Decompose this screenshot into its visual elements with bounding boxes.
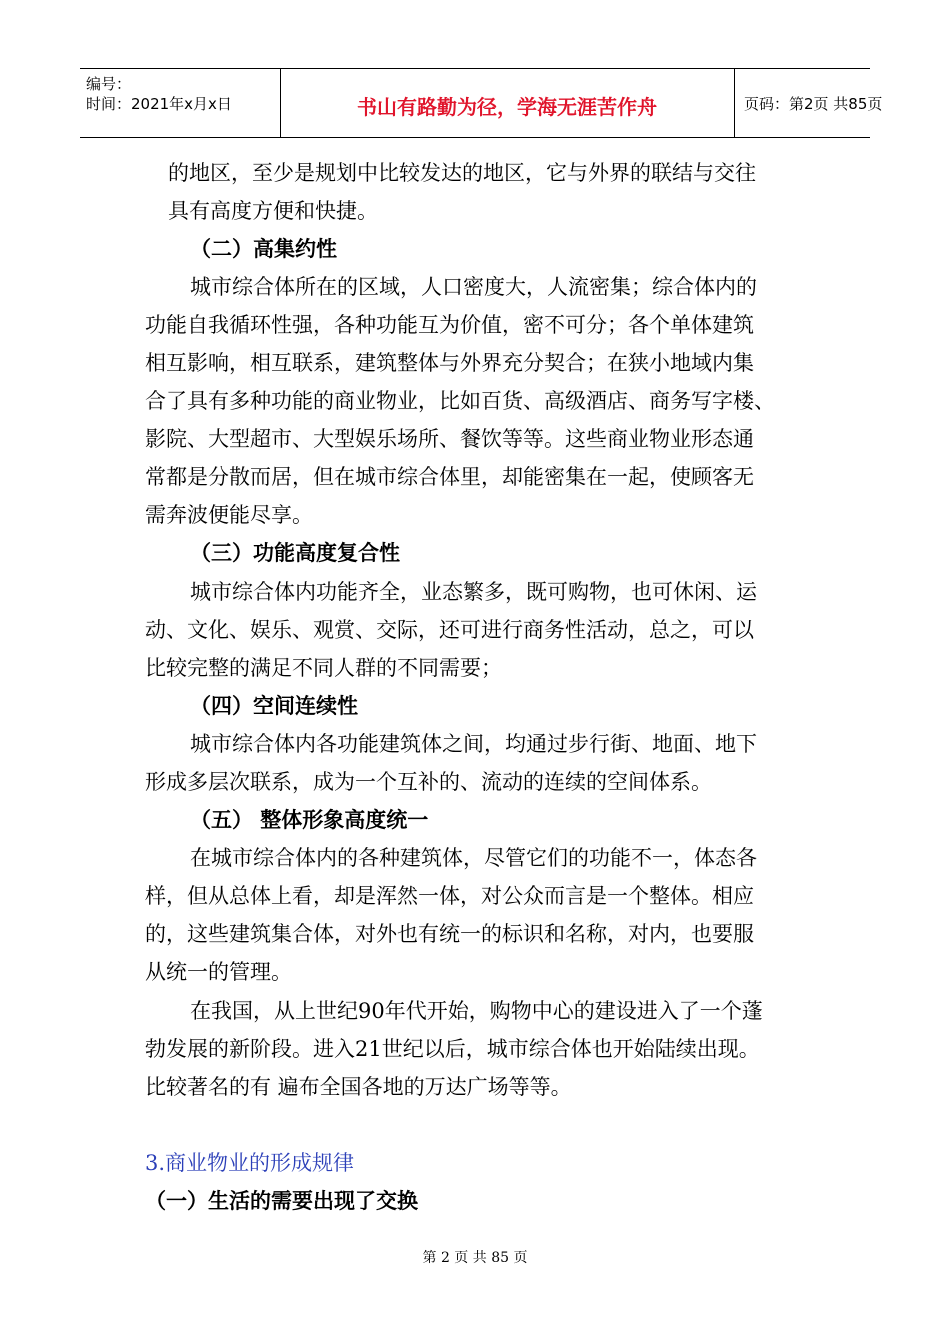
paragraph-line: 勃发展的新阶段。进入21世纪以后，城市综合体也开始陆续出现。 [145,1037,760,1061]
header-motto-cell [280,69,735,137]
section-heading: （四）空间连续性 [190,694,358,718]
section-heading: （三）功能高度复合性 [190,541,400,565]
paragraph-line: 城市综合体所在的区域，人口密度大，人流密集；综合体内的 [190,275,757,299]
paragraph-line: 常都是分散而居，但在城市综合体里，却能密集在一起，使顾客无 [145,465,754,489]
paragraph-line: 在城市综合体内的各种建筑体，尽管它们的功能不一，体态各 [190,846,757,870]
paragraph-line: 城市综合体内各功能建筑体之间，均通过步行街、地面、地下 [190,732,757,756]
document-time-label: 时间：2021年x月x日 [86,95,232,113]
section-heading: （二）高集约性 [190,237,337,261]
paragraph-line: 具有高度方便和快捷。 [168,199,378,223]
section-heading: （一）生活的需要出现了交换 [145,1189,418,1213]
paragraph-line: 动、文化、娱乐、观赏、交际，还可进行商务性活动，总之，可以 [145,618,754,642]
paragraph-line: 的地区，至少是规划中比较发达的地区，它与外界的联结与交往 [168,161,756,185]
paragraph-line: 从统一的管理。 [145,960,292,984]
paragraph-line: 城市综合体内功能齐全，业态繁多，既可购物，也可休闲、运 [190,580,757,604]
page-footer: 第 2 页 共 85 页 [422,1250,528,1266]
header-page-code: 页码：第2页 共85页 [744,95,883,113]
header-motto: 书山有路勤为径，学海无涯苦作舟 [357,95,657,119]
paragraph-line: 相互影响，相互联系，建筑整体与外界充分契合；在狭小地域内集 [145,351,754,375]
paragraph-line: 形成多层次联系，成为一个互补的、流动的连续的空间体系。 [145,770,712,794]
paragraph-line: 在我国，从上世纪90年代开始，购物中心的建设进入了一个蓬 [190,999,763,1023]
header-page-cell [734,69,883,137]
section-heading: （五） 整体形象高度统一 [190,808,429,832]
paragraph-line: 影院、大型超市、大型娱乐场所、餐饮等等。这些商业物业形态通 [145,427,754,451]
page-header [80,68,883,138]
chapter-heading: 3.商业物业的形成规律 [145,1151,355,1175]
paragraph-line: 的，这些建筑集合体，对外也有统一的标识和名称，对内，也要服 [145,922,754,946]
document-number-label: 编号： [86,75,132,93]
paragraph-line: 需奔波便能尽享。 [145,503,313,527]
header-meta-cell [80,69,281,137]
paragraph-line: 比较著名的有 遍布全国各地的万达广场等等。 [145,1075,572,1099]
paragraph-line: 合了具有多种功能的商业物业，比如百货、高级酒店、商务写字楼、 [145,389,775,413]
paragraph-line: 比较完整的满足不同人群的不同需要； [145,656,502,680]
paragraph-line: 样，但从总体上看，却是浑然一体，对公众而言是一个整体。相应 [145,884,754,908]
paragraph-line: 功能自我循环性强，各种功能互为价值，密不可分；各个单体建筑 [145,313,754,337]
